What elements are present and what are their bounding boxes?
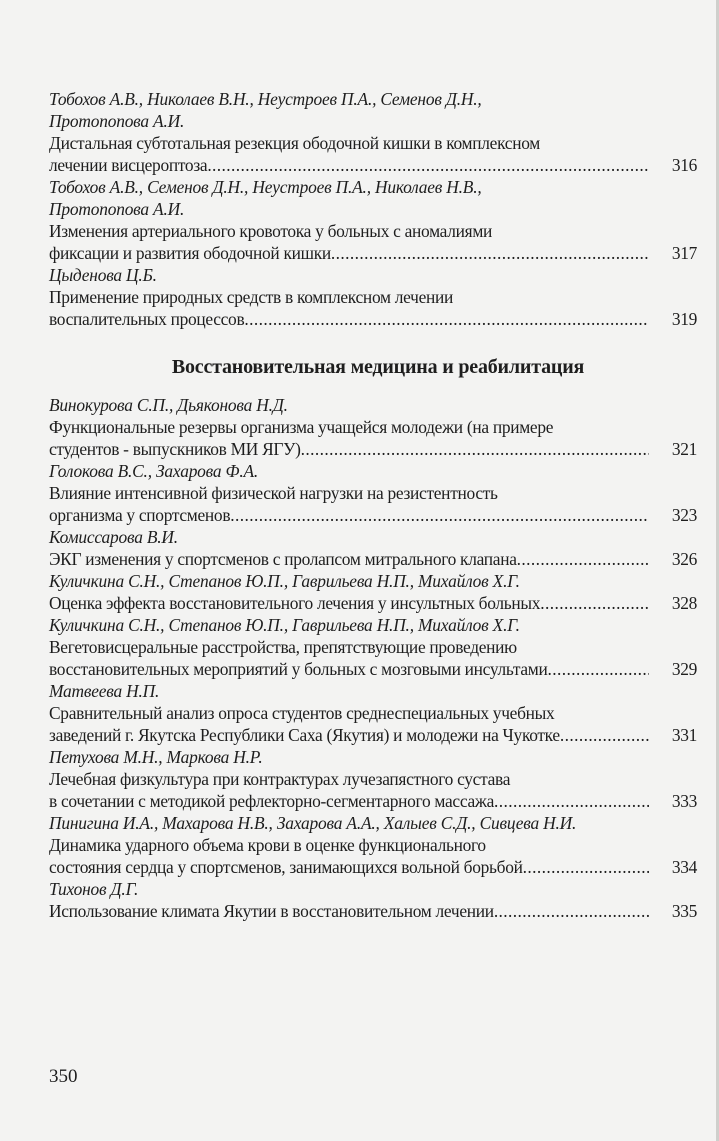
entry-authors: Протопопова А.И.	[49, 199, 185, 219]
entry-title-last-line	[49, 592, 697, 614]
toc-entry	[49, 394, 697, 460]
entry-title-last-line	[49, 900, 697, 922]
entry-title-text: организма у спортсменов	[49, 505, 231, 525]
entry-title-last-line	[49, 658, 697, 680]
toc-entry	[49, 176, 697, 264]
dot-leader	[331, 242, 649, 264]
section-heading: Восстановительная медицина и реабилитация	[171, 356, 585, 378]
entry-page-number: 331	[671, 725, 697, 745]
toc-entry	[49, 878, 697, 922]
entry-authors: Комиссарова В.И.	[49, 527, 178, 547]
entry-page-number: 328	[671, 593, 697, 613]
entry-title-line: Сравнительный анализ опроса студентов среднеспециальных учебных	[49, 703, 555, 723]
table-of-contents	[49, 88, 697, 922]
toc-entry	[49, 746, 697, 812]
entry-title	[49, 132, 697, 176]
entry-authors: Петухова М.Н., Маркова Н.Р.	[49, 747, 263, 767]
entry-title-text: заведений г. Якутска Республики Саха (Якутия) и молодежи на Чукотке	[49, 725, 560, 745]
entry-title-last-line	[49, 242, 697, 264]
entry-title-line: Изменения артериального кровотока у больных с аномалиями	[49, 221, 493, 241]
dot-leader	[517, 548, 649, 570]
entry-title-line: Применение природных средств в комплексном лечении	[49, 287, 454, 307]
entry-authors: Цыденова Ц.Б.	[49, 265, 157, 285]
entry-authors: Куличкина С.Н., Степанов Ю.П., Гаврильева Н.П., Михайлов Х.Г.	[49, 571, 520, 591]
entry-title	[49, 768, 697, 812]
page-number: 350	[49, 1066, 78, 1087]
entry-authors: Тихонов Д.Г.	[49, 879, 139, 899]
entry-title-last-line	[49, 438, 697, 460]
entry-title-text: студентов - выпускников МИ ЯГУ)	[49, 439, 301, 459]
entry-title-text: фиксации и развития ободочной кишки	[49, 243, 331, 263]
entry-page-number: 334	[671, 857, 697, 877]
entry-title-text: состояния сердца у спортсменов, занимающихся вольной борьбой	[49, 857, 523, 877]
entry-title-text: лечении висцероптоза	[49, 155, 208, 175]
dot-leader	[523, 856, 649, 878]
entry-title-text: ЭКГ изменения у спортсменов с пролапсом митрального клапана	[49, 549, 517, 569]
dot-leader	[494, 790, 649, 812]
dot-leader	[301, 438, 649, 460]
dot-leader	[207, 154, 649, 176]
entry-title-text: Оценка эффекта восстановительного лечения у инсультных больных	[49, 593, 541, 613]
entry-authors: Пинигина И.А., Махарова Н.В., Захарова А.А., Халыев С.Д., Сивцева Н.И.	[49, 813, 577, 833]
entry-title-text: в сочетании с методикой рефлекторно-сегментарного массажа	[49, 791, 495, 811]
entry-title	[49, 482, 697, 526]
toc-entry	[49, 570, 697, 614]
toc-group-rehabilitation	[49, 394, 697, 922]
entry-title	[49, 220, 697, 264]
entry-title-line: Дистальная субтотальная резекция ободочной кишки в комплексном	[49, 133, 540, 153]
entry-title-line: Лечебная физкультура при контрактурах лучезапястного сустава	[49, 769, 511, 789]
entry-title	[49, 834, 697, 878]
entry-authors: Протопопова А.И.	[49, 111, 185, 131]
entry-title-line: Динамика ударного объема крови в оценке функционального	[49, 835, 486, 855]
entry-title-line: Влияние интенсивной физической нагрузки на резистентность	[49, 483, 498, 503]
entry-title-last-line	[49, 308, 697, 330]
dot-leader	[560, 724, 649, 746]
entry-title-text: Использование климата Якутии в восстановительном лечении	[49, 901, 494, 921]
entry-page-number: 319	[671, 309, 697, 329]
entry-authors: Голокова В.С., Захарова Ф.А.	[49, 461, 259, 481]
toc-entry	[49, 88, 697, 176]
entry-authors: Куличкина С.Н., Степанов Ю.П., Гаврильева Н.П., Михайлов Х.Г.	[49, 615, 520, 635]
entry-title-last-line	[49, 790, 697, 812]
entry-title-text: восстановительных мероприятий у больных с мозговыми инсультами	[49, 659, 548, 679]
entry-page-number: 326	[671, 549, 697, 569]
entry-page-number: 316	[671, 155, 697, 175]
entry-title-line: Функциональные резервы организма учащейся молодежи (на примере	[49, 417, 554, 437]
dot-leader	[494, 900, 649, 922]
entry-title-last-line	[49, 724, 697, 746]
entry-authors: Матвеева Н.П.	[49, 681, 160, 701]
entry-page-number: 335	[671, 901, 697, 921]
entry-title-last-line	[49, 504, 697, 526]
toc-entry	[49, 526, 697, 570]
entry-title	[49, 416, 697, 460]
entry-page-number: 323	[671, 505, 697, 525]
entry-title-last-line	[49, 856, 697, 878]
dot-leader	[230, 504, 649, 526]
entry-title	[49, 592, 697, 614]
entry-title-last-line	[49, 154, 697, 176]
entry-authors: Тобохов А.В., Николаев В.Н., Неустроев П.А., Семенов Д.Н.,	[49, 89, 482, 109]
entry-title-text: воспалительных процессов	[49, 309, 245, 329]
toc-entry	[49, 460, 697, 526]
toc-group-before	[49, 88, 697, 330]
entry-title	[49, 286, 697, 330]
entry-title	[49, 900, 697, 922]
entry-title-line: Вегетовисцеральные расстройства, препятствующие проведению	[49, 637, 517, 657]
dot-leader	[244, 308, 649, 330]
toc-entry	[49, 614, 697, 680]
entry-title	[49, 702, 697, 746]
entry-page-number: 321	[671, 439, 697, 459]
entry-authors: Тобохов А.В., Семенов Д.Н., Неустроев П.А., Николаев Н.В.,	[49, 177, 482, 197]
entry-title	[49, 548, 697, 570]
entry-page-number: 333	[671, 791, 697, 811]
entry-title	[49, 636, 697, 680]
toc-entry	[49, 812, 697, 878]
entry-page-number: 317	[671, 243, 697, 263]
toc-entry	[49, 680, 697, 746]
dot-leader	[540, 592, 649, 614]
entry-page-number: 329	[671, 659, 697, 679]
toc-entry	[49, 264, 697, 330]
dot-leader	[547, 658, 649, 680]
entry-title-last-line	[49, 548, 697, 570]
entry-authors: Винокурова С.П., Дьяконова Н.Д.	[49, 395, 288, 415]
